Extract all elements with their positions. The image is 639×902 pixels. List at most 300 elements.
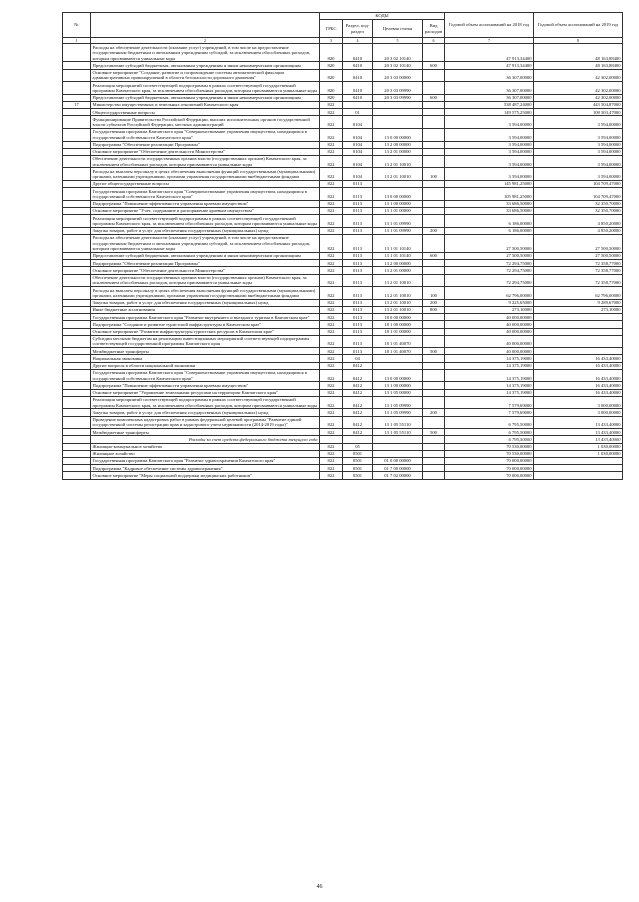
row-number [63, 457, 91, 464]
row-section: 0113 [343, 306, 373, 313]
row-name: Реализация мероприятий соответствующей подпрограммы в рамках соответствующей государственной программы Камчатского края, за исключением обособленных расходов, которым присваиваются уникальные коды [91, 82, 320, 95]
row-section: 01 [343, 109, 373, 116]
row-name: Подпрограмма "Обеспечение реализации Программы" [91, 260, 320, 267]
row-amount-2018: 70 530,00000 [445, 450, 534, 457]
row-name: Общегосударственные вопросы [91, 109, 320, 116]
table-row [63, 181, 623, 188]
row-number [63, 335, 91, 348]
row-target: 18 1 01 00000 [373, 328, 423, 335]
row-amount-2019: 42 302,00000 [534, 94, 623, 101]
row-number [63, 267, 91, 274]
row-kind [423, 321, 445, 328]
row-amount-2019: 16 433,40000 [534, 369, 623, 382]
row-kind [423, 128, 445, 141]
row-number [63, 382, 91, 389]
row-name: Государственная программа Камчатского края "Совершенствование управления имуществом, находящимся в государственной собственности Камчатского края" [91, 188, 320, 201]
row-number [63, 62, 91, 69]
row-grbs: 822 [320, 369, 343, 382]
col-number: 1 [63, 37, 91, 43]
col-number: 4 [343, 37, 373, 43]
row-grbs: 822 [320, 306, 343, 313]
row-amount-2018: 72 294,75000 [445, 274, 534, 287]
row-number [63, 148, 91, 155]
row-target: 13 2 00 00000 [373, 260, 423, 267]
row-amount-2018: 40 000,00000 [445, 335, 534, 348]
row-name: Проведение комплексных кадастровых работ в рамках федеральной целевой программы "Развитие единой государственной системы регистрации прав и кадастрового учета недвижимости (2014-2019 годы)" [91, 416, 320, 429]
row-target: 13 1 00 00000 [373, 382, 423, 389]
row-name: Основное мероприятие "Учет, содержание и распоряжение краевым имуществом" [91, 208, 320, 215]
row-amount-2018: 40 000,00000 [445, 328, 534, 335]
row-number [63, 253, 91, 260]
header-name [91, 13, 320, 38]
row-amount-2019: 104 709,47000 [534, 181, 623, 188]
table-row [63, 94, 623, 101]
row-target [373, 116, 423, 129]
row-target [373, 109, 423, 116]
row-section [343, 436, 373, 443]
row-section: 0113 [343, 314, 373, 321]
row-section: 0113 [343, 348, 373, 355]
header-kind: Вид расходов [423, 20, 445, 38]
row-amount-2019: 3 594,00000 [534, 116, 623, 129]
row-amount-2018: 14 375,19000 [445, 389, 534, 396]
row-kind: 500 [423, 429, 445, 436]
row-kind [423, 314, 445, 321]
row-number [63, 436, 91, 443]
table-body [63, 44, 623, 479]
row-amount-2018: 36 307,00000 [445, 82, 534, 95]
row-grbs: 822 [320, 200, 343, 207]
row-section: 0104 [343, 155, 373, 168]
row-grbs: 822 [320, 396, 343, 409]
row-kind [423, 155, 445, 168]
table-row [63, 457, 623, 464]
col-number: 5 [373, 37, 423, 43]
row-target: 20 3 03 00000 [373, 69, 423, 82]
row-amount-2019 [534, 328, 623, 335]
row-target: 20 3 02 10140 [373, 62, 423, 69]
row-section: 0410 [343, 82, 373, 95]
row-number [63, 299, 91, 306]
table-row [63, 155, 623, 168]
row-section: 04 [343, 355, 373, 362]
row-kind [423, 208, 445, 215]
row-amount-2018: 3 594,00000 [445, 168, 534, 181]
row-amount-2019: 16 433,40000 [534, 382, 623, 389]
row-amount-2019: 32 350,70000 [534, 200, 623, 207]
row-amount-2019: 4 850,20000 [534, 227, 623, 234]
table-row [63, 208, 623, 215]
row-name: Подпрограмма "Кадровое обеспечение системы здравоохранения" [91, 465, 320, 472]
row-amount-2019: 1 030,00000 [534, 450, 623, 457]
table-row [63, 306, 623, 313]
row-target [373, 101, 423, 108]
row-amount-2019: 3 594,00000 [534, 141, 623, 148]
header-grbs: ГРБС [320, 20, 343, 38]
row-target: 01 7 00 00000 [373, 465, 423, 472]
table-row [63, 369, 623, 382]
row-grbs: 822 [320, 235, 343, 253]
row-number [63, 188, 91, 201]
row-amount-2019: 3 000,00000 [534, 396, 623, 409]
row-amount-2018: 105 981,25000 [445, 188, 534, 201]
row-grbs: 822 [320, 155, 343, 168]
row-number [63, 82, 91, 95]
row-section: 0412 [343, 382, 373, 389]
row-name: Подпрограмма "Создание и развитие туристской инфраструктуры в Камчатском крае" [91, 321, 320, 328]
row-number [63, 141, 91, 148]
row-target: 13 2 01 10010 [373, 299, 423, 306]
row-target: 13 1 01 10140 [373, 235, 423, 253]
row-grbs: 822 [320, 409, 343, 416]
header-no: № [63, 13, 91, 38]
row-target: 20 3 03 09990 [373, 82, 423, 95]
header-target: Целевая статья [373, 20, 423, 38]
header-year-2018: Годовой объем ассигнований на 2018 год [445, 13, 534, 38]
table-row [63, 409, 623, 416]
row-name: Основное мероприятие "Обеспечение деятельности Министерства" [91, 267, 320, 274]
row-kind [423, 274, 445, 287]
row-grbs: 822 [320, 321, 343, 328]
row-target: 13 1 01 09990 [373, 227, 423, 234]
row-number [63, 227, 91, 234]
row-name: Закупка товаров, работ и услуг для обеспечения государственных (муниципальных) нужд [91, 227, 320, 234]
table-row [63, 443, 623, 450]
row-kind [423, 188, 445, 201]
row-kind [423, 396, 445, 409]
row-kind [423, 116, 445, 129]
row-name: Реализация мероприятий соответствующей подпрограммы в рамках соответствующей государственной программы Камчатского края, за исключением обособленных расходов, которым присваиваются уникальные коды [91, 215, 320, 228]
row-target: 13 1 05 55110 [373, 416, 423, 429]
row-kind [423, 362, 445, 369]
row-amount-2018: 33 686,50000 [445, 208, 534, 215]
row-kind [423, 450, 445, 457]
row-name: Подпрограмма "Повышение эффективности управления краевым имуществом" [91, 382, 320, 389]
row-kind: 600 [423, 94, 445, 101]
row-name: Государственная программа Камчатского края "Совершенствование управления имуществом, находящимся в государственной собственности Камчатского края" [91, 369, 320, 382]
row-target: 13 0 00 00000 [373, 369, 423, 382]
row-name: Расходы за счет средств федерального бюджета текущего года [91, 436, 320, 443]
row-name: Расходы на обеспечение деятельности (оказание услуг) учреждений, в том числе на предоставление государственным бюджетным и автономным учреждениям субсидий, за исключением обособленных расходов, которым присваиваются уникальные коды [91, 44, 320, 62]
row-number [63, 306, 91, 313]
row-section: 0410 [343, 69, 373, 82]
row-kind: 100 [423, 287, 445, 300]
row-grbs: 822 [320, 389, 343, 396]
row-name: Государственная программа Камчатского края "Совершенствование управления имуществом, находящимся в государственной собственности Камчатского края" [91, 128, 320, 141]
row-grbs: 822 [320, 128, 343, 141]
row-number [63, 116, 91, 129]
row-amount-2018: 70 000,00000 [445, 465, 534, 472]
row-amount-2018: 40 000,00000 [445, 321, 534, 328]
row-section: 0412 [343, 429, 373, 436]
row-amount-2019 [534, 321, 623, 328]
row-section: 0113 [343, 188, 373, 201]
row-amount-2019: 13 433,40000 [534, 416, 623, 429]
table-row [63, 396, 623, 409]
row-section: 0113 [343, 335, 373, 348]
row-section: 0113 [343, 287, 373, 300]
row-grbs: 822 [320, 328, 343, 335]
row-number [63, 369, 91, 382]
row-number [63, 109, 91, 116]
col-number: 3 [320, 37, 343, 43]
row-name: Основное мероприятие "Управление земельными ресурсами на территории Камчатского края" [91, 389, 320, 396]
row-amount-2018: 36 307,00000 [445, 69, 534, 82]
row-name: Расходы на выплаты персоналу в целях обеспечения выполнения функций государственными (муниципальными) органами, казенными учреждениями, органами управления государственными внебюджетными фондами [91, 168, 320, 181]
row-kind [423, 148, 445, 155]
row-number [63, 208, 91, 215]
table-row [63, 141, 623, 148]
row-amount-2019: 108 303,47000 [534, 109, 623, 116]
row-target: 18 1 00 00000 [373, 321, 423, 328]
row-kind: 200 [423, 409, 445, 416]
row-section: 0412 [343, 409, 373, 416]
row-name: Обеспечение деятельности государственных органов власти (государственных органов) Камчатского края, за исключением обособленных расходов, которым присваиваются уникальные коды [91, 274, 320, 287]
row-amount-2018: 72 294,75000 [445, 260, 534, 267]
row-section: 0410 [343, 62, 373, 69]
row-number [63, 429, 91, 436]
row-amount-2019: 3 000,00000 [534, 409, 623, 416]
row-kind [423, 44, 445, 62]
row-amount-2019: 72 358,77000 [534, 267, 623, 274]
row-name: Другие вопросы в области национальной экономики [91, 362, 320, 369]
table-row [63, 389, 623, 396]
row-amount-2018: 40 000,00000 [445, 348, 534, 355]
row-amount-2019: 27 500,50000 [534, 253, 623, 260]
row-grbs: 822 [320, 181, 343, 188]
table-row [63, 44, 623, 62]
row-kind [423, 457, 445, 464]
row-section: 0412 [343, 369, 373, 382]
row-grbs: 822 [320, 299, 343, 306]
table-row [63, 101, 623, 108]
row-number [63, 362, 91, 369]
row-kind [423, 389, 445, 396]
row-kind [423, 436, 445, 443]
row-amount-2019: 3 594,00000 [534, 168, 623, 181]
row-grbs [320, 436, 343, 443]
table-row [63, 299, 623, 306]
row-amount-2019: 13 433,40000 [534, 429, 623, 436]
row-name: Расходы на обеспечение деятельности (оказание услуг) учреждений, в том числе на предоставление государственным бюджетным и автономным учреждениям субсидий, за исключением обособленных расходов, которым присваиваются уникальные коды [91, 235, 320, 253]
row-target: 01 7 02 00000 [373, 472, 423, 479]
row-section: 0113 [343, 274, 373, 287]
page-number: 46 [316, 884, 323, 890]
row-amount-2019: 27 500,50000 [534, 235, 623, 253]
row-name: Реализация мероприятий соответствующей подпрограммы в рамках соответствующей государственной программы Камчатского края, за исключением обособленных расходов, которым присваиваются уникальные коды [91, 396, 320, 409]
col-number: 7 [445, 37, 534, 43]
row-section: 0501 [343, 465, 373, 472]
row-amount-2018: 149 575,25000 [445, 109, 534, 116]
row-kind: 800 [423, 306, 445, 313]
row-target: 13 2 01 00000 [373, 148, 423, 155]
row-target [373, 443, 423, 450]
row-section: 0113 [343, 253, 373, 260]
table-row [63, 274, 623, 287]
row-amount-2019: 1 030,00000 [534, 443, 623, 450]
row-section: 0104 [343, 148, 373, 155]
header-year-2019: Годовой объем ассигнований на 2019 год [534, 13, 623, 38]
row-kind [423, 355, 445, 362]
row-amount-2018: 14 375,19000 [445, 355, 534, 362]
table-row [63, 62, 623, 69]
row-amount-2018: 36 307,00000 [445, 94, 534, 101]
row-amount-2018: 70 530,00000 [445, 443, 534, 450]
row-amount-2019: 42 302,00000 [534, 69, 623, 82]
row-name: Расходы на выплаты персоналу в целях обеспечения выполнения функций государственными (муниципальными) органами, казенными учреждениями, органами управления государственными внебюджетными фондами [91, 287, 320, 300]
row-amount-2018: 70 000,00000 [445, 457, 534, 464]
row-name: Предоставление субсидий бюджетным, автономным учреждениям и иным некоммерческим организациям [91, 62, 320, 69]
row-amount-2019: 9 289,67000 [534, 299, 623, 306]
row-amount-2019: 62 796,00000 [534, 287, 623, 300]
table-row [63, 227, 623, 234]
row-number [63, 443, 91, 450]
row-grbs: 822 [320, 208, 343, 215]
row-section: 0501 [343, 472, 373, 479]
row-grbs: 822 [320, 450, 343, 457]
table-row [63, 362, 623, 369]
row-grbs: 822 [320, 429, 343, 436]
budget-table [62, 12, 623, 480]
row-grbs: 822 [320, 465, 343, 472]
row-amount-2019: 273,10000 [534, 306, 623, 313]
row-grbs: 822 [320, 188, 343, 201]
table-row [63, 148, 623, 155]
row-number [63, 348, 91, 355]
header-section: Раздел, под-раздел [343, 20, 373, 38]
row-target: 13 1 01 10140 [373, 253, 423, 260]
row-grbs: 822 [320, 141, 343, 148]
table-row [63, 215, 623, 228]
row-kind: 100 [423, 168, 445, 181]
row-number [63, 155, 91, 168]
row-grbs: 822 [320, 355, 343, 362]
row-grbs: 822 [320, 116, 343, 129]
row-target: 13 0 00 00000 [373, 128, 423, 141]
row-name: Основное мероприятие "Обеспечение деятельности Министерства" [91, 148, 320, 155]
row-amount-2018: 33 686,50000 [445, 200, 534, 207]
row-section [343, 101, 373, 108]
row-target: 18 1 01 40070 [373, 335, 423, 348]
table-row [63, 321, 623, 328]
row-grbs: 822 [320, 227, 343, 234]
row-target: 13 2 01 00000 [373, 267, 423, 274]
table-row [63, 109, 623, 116]
row-grbs: 822 [320, 168, 343, 181]
table-row [63, 472, 623, 479]
row-kind: 500 [423, 348, 445, 355]
row-kind [423, 260, 445, 267]
header-row-top [63, 13, 623, 20]
row-section: 0412 [343, 396, 373, 409]
row-number [63, 200, 91, 207]
row-amount-2019: 42 302,00000 [534, 82, 623, 95]
row-target: 13 1 01 09990 [373, 215, 423, 228]
row-name: Подпрограмма "Обеспечение реализации Программы" [91, 141, 320, 148]
row-grbs: 822 [320, 287, 343, 300]
row-amount-2018: 3 594,00000 [445, 128, 534, 141]
row-kind [423, 465, 445, 472]
row-kind [423, 472, 445, 479]
row-name: Жилищное хозяйство [91, 450, 320, 457]
row-grbs: 822 [320, 443, 343, 450]
row-section: 0412 [343, 362, 373, 369]
row-section: 0104 [343, 168, 373, 181]
row-target [373, 362, 423, 369]
row-kind [423, 200, 445, 207]
row-amount-2019 [534, 465, 623, 472]
row-name: Межбюджетные трансферты [91, 429, 320, 436]
row-section: 0113 [343, 299, 373, 306]
row-grbs: 822 [320, 416, 343, 429]
row-section: 0410 [343, 94, 373, 101]
row-number [63, 396, 91, 409]
row-amount-2018: 3 594,00000 [445, 148, 534, 155]
row-number [63, 94, 91, 101]
row-number [63, 215, 91, 228]
row-grbs: 822 [320, 472, 343, 479]
row-amount-2019: 104 709,47000 [534, 188, 623, 201]
row-number [63, 409, 91, 416]
row-kind [423, 101, 445, 108]
row-amount-2018: 62 796,00000 [445, 287, 534, 300]
row-grbs: 822 [320, 382, 343, 389]
row-amount-2019: 16 433,40000 [534, 355, 623, 362]
row-name: Функционирование Правительства Российской Федерации, высших исполнительных органов государственной власти субъектов Российской Федерации, местных администраций [91, 116, 320, 129]
row-name: Другие общегосударственные вопросы [91, 181, 320, 188]
row-kind [423, 416, 445, 429]
row-target: 13 1 05 09990 [373, 396, 423, 409]
row-target: 13 2 01 10010 [373, 168, 423, 181]
table-row [63, 260, 623, 267]
row-target: 13 2 00 00000 [373, 141, 423, 148]
row-kind [423, 181, 445, 188]
row-target [373, 181, 423, 188]
row-grbs: 820 [320, 44, 343, 62]
row-amount-2018: 72 294,75000 [445, 267, 534, 274]
col-number: 2 [91, 37, 320, 43]
row-name: Обеспечение деятельности государственных органов власти (государственных органов) Камчатского края, за исключением обособленных расходов, которым присваиваются уникальные коды [91, 155, 320, 168]
row-amount-2018: 145 981,25000 [445, 181, 534, 188]
row-amount-2018: 27 500,50000 [445, 253, 534, 260]
row-target: 13 2 01 10010 [373, 155, 423, 168]
row-amount-2018: 6 795,50000 [445, 429, 534, 436]
row-number: 17 [63, 101, 91, 108]
row-section: 0113 [343, 208, 373, 215]
row-name: Государственная программа Камчатского края "Развитие здравоохранения Камчатского края" [91, 457, 320, 464]
row-name: Жилищно-коммунальное хозяйство [91, 443, 320, 450]
row-section: 0412 [343, 389, 373, 396]
table-row [63, 200, 623, 207]
row-grbs: 822 [320, 101, 343, 108]
row-name: Подпрограмма "Повышение эффективности управления краевым имуществом" [91, 200, 320, 207]
header-codes: КОДЫ [320, 13, 445, 20]
row-section: 0410 [343, 44, 373, 62]
row-amount-2018: 7 579,69000 [445, 396, 534, 409]
row-number [63, 321, 91, 328]
row-kind [423, 443, 445, 450]
row-amount-2018: 6 186,00000 [445, 215, 534, 228]
table-row [63, 429, 623, 436]
row-kind [423, 235, 445, 253]
table-row [63, 465, 623, 472]
row-grbs: 822 [320, 314, 343, 321]
row-amount-2018: 7 579,69000 [445, 409, 534, 416]
row-kind [423, 69, 445, 82]
row-amount-2018: 47 913,34400 [445, 62, 534, 69]
row-name: Национальная экономика [91, 355, 320, 362]
row-grbs: 822 [320, 148, 343, 155]
